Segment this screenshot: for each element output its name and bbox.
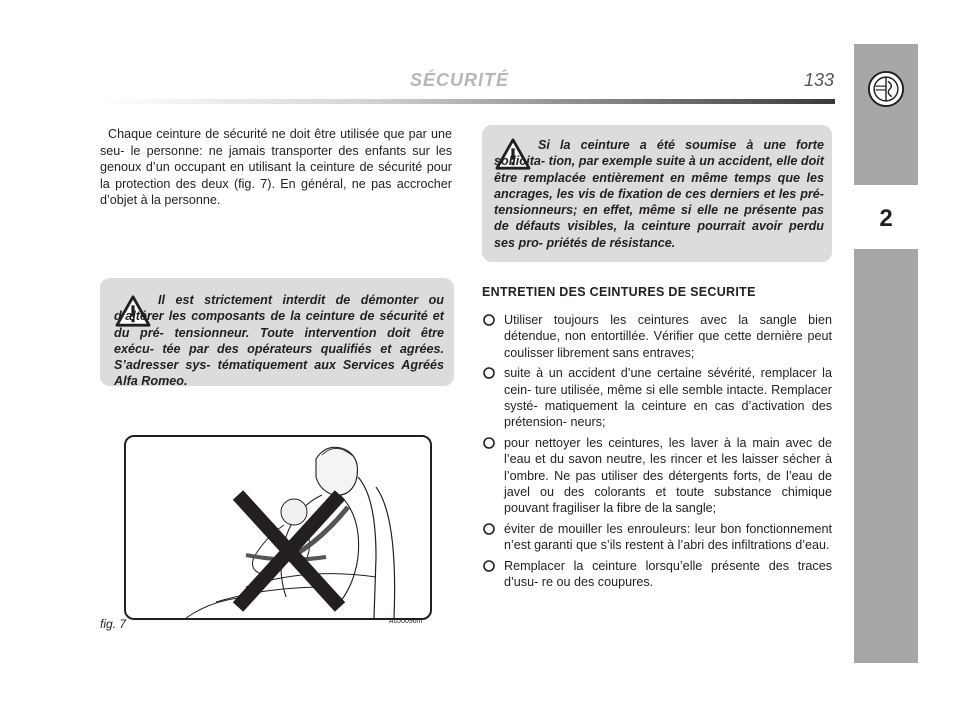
chapter-tab-bottom — [854, 249, 918, 663]
list-item-text: Remplacer la ceinture lorsqu’elle présente des traces d’usu- re ou des coupures. — [504, 558, 832, 590]
page-number: 133 — [804, 70, 835, 90]
circle-bullet-icon — [482, 559, 496, 573]
seat-illustration — [126, 437, 430, 618]
circle-bullet-icon — [482, 366, 496, 380]
circle-bullet-icon — [482, 436, 496, 450]
warning-text: Il est strictement interdit de démonter ou d’altérer les composants de la ceinture de sécurité et du pré- tensionneur. Toute intervention doit être exécu- tée par des opérateurs qualifiés et agrées. S’adresser sys- tématiquement aux Services Agréés Alfa Romeo. — [114, 293, 444, 389]
section-title: SÉCURITÉ — [410, 70, 510, 90]
maintenance-list — [482, 312, 832, 595]
list-item — [482, 558, 832, 591]
circle-bullet-icon — [482, 522, 496, 536]
figure-label: fig. 7 — [100, 617, 127, 631]
maintenance-heading: ENTRETIEN DES CEINTURES DE SECURITE — [482, 285, 756, 299]
alfa-romeo-logo-icon — [867, 70, 905, 108]
list-item-text: suite à un accident d’une certaine sévérité, remplacer la cein- ture utilisée, même si elle semble intacte. Remplacer systé- matiquement la ceinture en cas d’activation des prétension- neurs; — [504, 366, 832, 430]
warning-box-disassembly — [100, 278, 454, 389]
chapter-tab-top — [854, 44, 918, 185]
warning-text: Si la ceinture a été soumise à une forte sollicita- tion, par exemple suite à un accident, elle doit être remplacée entièrement en même temps que les ancrages, les vis de fixation de ces derniers et les pré- tensionneurs; en effet, même si elle ne présente pas de défauts visibles, la ceinture pourrait avoir perdu ses pro- priétés de résistance. — [494, 138, 824, 250]
circle-bullet-icon — [482, 313, 496, 327]
figure-child-on-lap-illustration — [124, 435, 432, 620]
list-item — [482, 521, 832, 554]
list-item-text: Utiliser toujours les ceintures avec la sangle bien détendue, non entortillée. Vérifier que cette dernière peut coulisser librement sans entraves; — [504, 313, 832, 360]
list-item-text: pour nettoyer les ceintures, les laver à la main avec de l’eau et du savon neutre, les rincer et les laisser sécher à l’ombre. Ne pas utiliser des détergents forts, de l’eau de javel ou des colorants et toute substance chimique pouvant fragiliser la fibre de la sangle; — [504, 435, 832, 516]
list-item — [482, 435, 832, 517]
header-rule — [100, 99, 835, 104]
intro-paragraph: Chaque ceinture de sécurité ne doit être utilisée que par une seu- le personne: ne jamais transporter des enfants sur les genoux d’un occupant en utilisant la ceinture de sécurité pour la protection des deux (fig. 7). En général, ne pas accrocher d’objet à la personne. — [100, 127, 452, 207]
figure-code: A0J0096m — [389, 618, 423, 625]
list-item — [482, 365, 832, 431]
list-item-text: éviter de mouiller les enrouleurs: leur bon fonctionnement n’est garanti que s’ils restent à l’abri des infiltrations d’eau. — [504, 521, 832, 553]
list-item — [482, 312, 832, 361]
warning-box-replacement — [482, 125, 832, 262]
chapter-number: 2 — [879, 205, 893, 232]
